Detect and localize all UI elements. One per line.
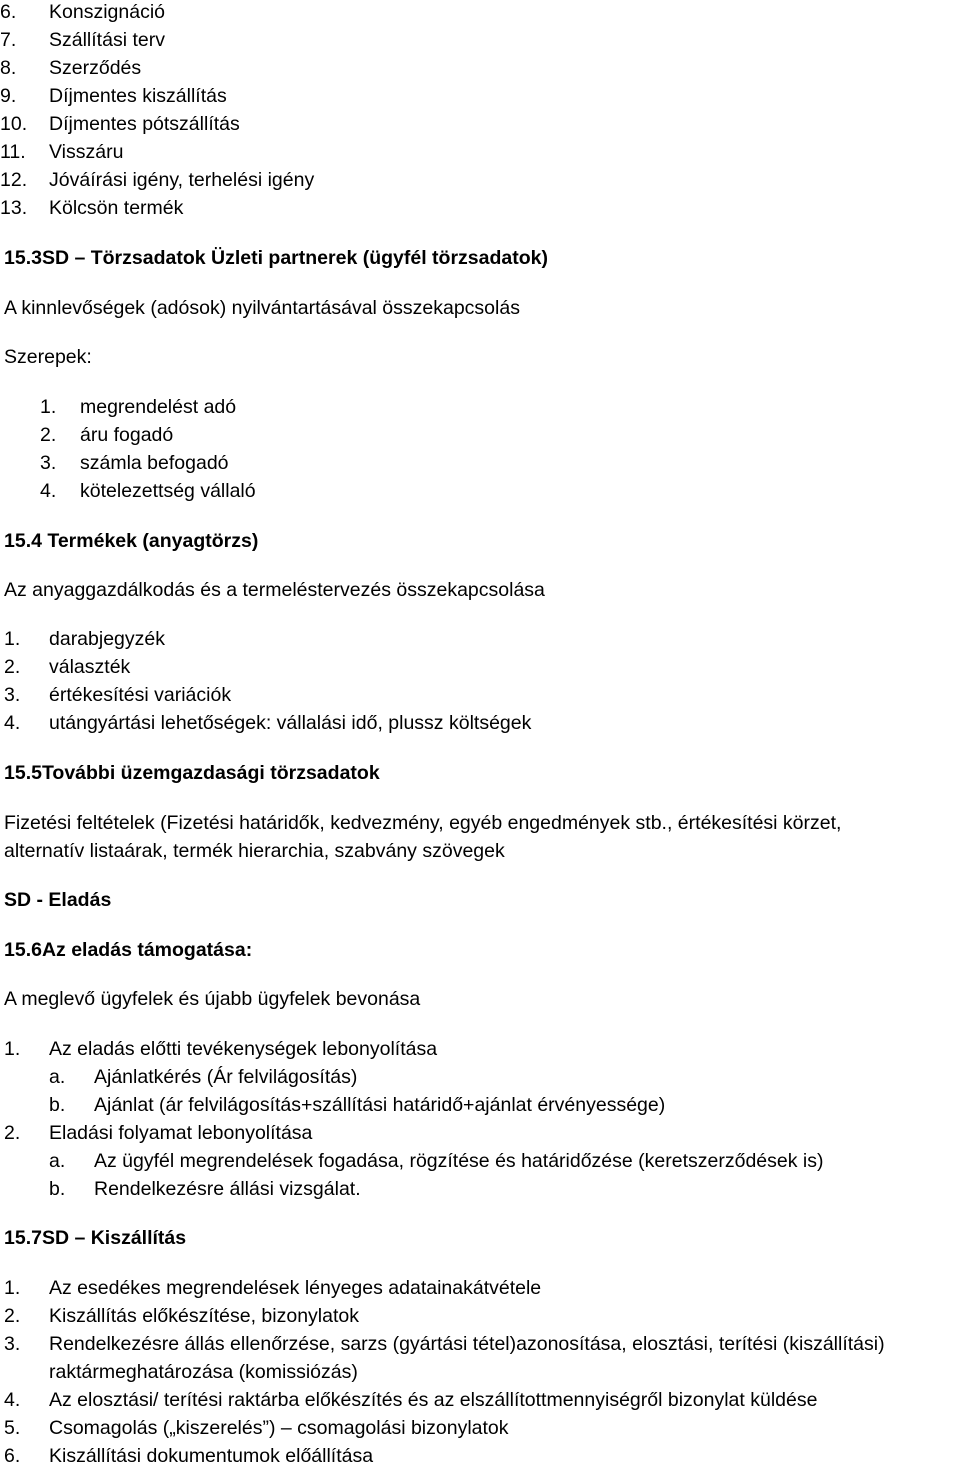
paragraph: alternatív listaárak, termék hierarchia, szabvány szövegek bbox=[4, 840, 505, 862]
paragraph: Az anyaggazdálkodás és a termeléstervezés összekapcsolása bbox=[4, 579, 545, 601]
section-heading-sd: SD - Eladás bbox=[4, 889, 112, 911]
section-heading-15-7: 15.7SD – Kiszállítás bbox=[4, 1227, 187, 1249]
section-heading-15-3: 15.3SD – Törzsadatok Üzleti partnerek (ügyfél törzsadatok) bbox=[4, 247, 548, 269]
paragraph: A meglevő ügyfelek és újabb ügyfelek bevonása bbox=[4, 988, 421, 1010]
section-heading-15-6: 15.6Az eladás támogatása: bbox=[4, 939, 253, 961]
paragraph: Fizetési feltételek (Fizetési határidők, kedvezmény, egyéb engedmények stb., értékesítési körzet, bbox=[4, 812, 842, 834]
roles-label: Szerepek: bbox=[4, 346, 92, 368]
section-heading-15-5: 15.5További üzemgazdasági törzsadatok bbox=[4, 762, 380, 784]
paragraph: A kinnlevőségek (adósok) nyilvántartásával összekapcsolás bbox=[4, 297, 520, 319]
section-heading-15-4: 15.4 Termékek (anyagtörzs) bbox=[4, 530, 259, 552]
